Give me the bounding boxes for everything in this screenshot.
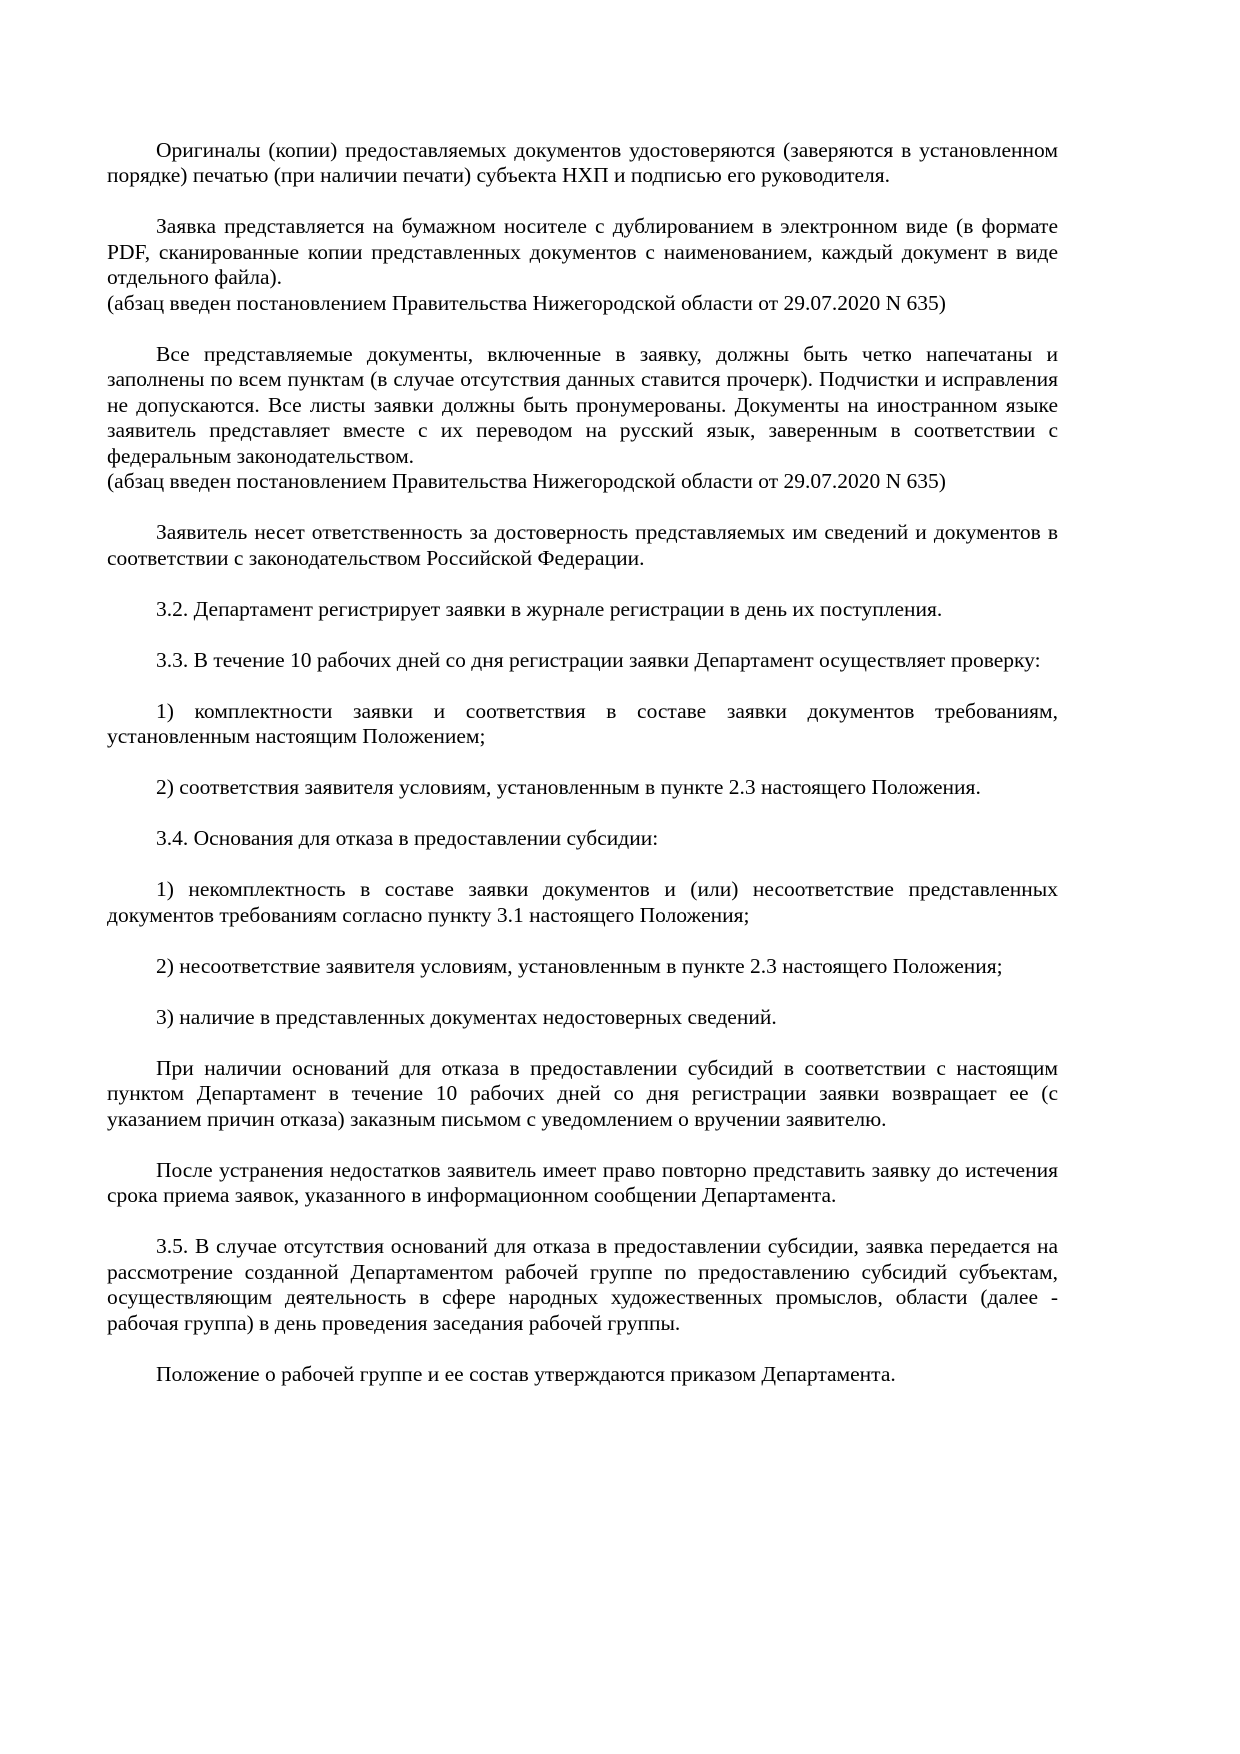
paragraph: 3.2. Департамент регистрирует заявки в журнале регистрации в день их поступления.: [156, 596, 943, 621]
paragraph: Оригиналы (копии) предоставляемых документов удостоверяются (заверяются в установленном порядке) печатью (при наличии печати) субъекта НХП и подписью его руководителя.: [107, 137, 1058, 187]
paragraph: 1) некомплектность в составе заявки документов и (или) несоответствие представленных документов требованиям согласно пункту 3.1 настоящего Положения;: [107, 877, 1058, 927]
paragraph: После устранения недостатков заявитель имеет право повторно представить заявку до истечения срока приема заявок, указанного в информационном сообщении Департамента.: [107, 1157, 1058, 1207]
paragraph: 2) соответствия заявителя условиям, установленным в пункте 2.3 настоящего Положения.: [156, 775, 981, 799]
paragraph: Положение о рабочей группе и ее состав утверждаются приказом Департамента.: [156, 1361, 896, 1386]
paragraph: 2) несоответствие заявителя условиям, установленным в пункте 2.3 настоящего Положения;: [156, 953, 1003, 978]
paragraph: 1) комплектности заявки и соответствия в составе заявки документов требованиям, установленным настоящим Положением;: [107, 698, 1058, 748]
paragraph: Заявитель несет ответственность за достоверность представляемых им сведений и документов в соответствии с законодательством Российской Федерации.: [107, 520, 1058, 570]
paragraph: 3) наличие в представленных документах недостоверных сведений.: [156, 1004, 777, 1029]
paragraph: 3.3. В течение 10 рабочих дней со дня регистрации заявки Департамент осуществляет проверку:: [156, 647, 1041, 672]
note-line: (абзац введен постановлением Правительства Нижегородской области от 29.07.2020 N 635): [107, 469, 946, 493]
paragraph: При наличии оснований для отказа в предоставлении субсидий в соответствии с настоящим пунктом Департамент в течение 10 рабочих дней со дня регистрации заявки возвращает ее (с указанием причин отказа) заказным письмом с уведомлением о вручении заявителю.: [107, 1055, 1058, 1131]
paragraph: Все представляемые документы, включенные в заявку, должны быть четко напечатаны и заполнены по всем пунктам (в случае отсутствия данных ставится прочерк). Подчистки и исправления не допускаются. Все листы заявки должны быть пронумерованы. Документы на иностранном языке заявитель представляет вместе с их переводом на русский язык, заверенным в соответствии с федеральным законодательством.: [107, 341, 1058, 468]
paragraph: Заявка представляется на бумажном носителе с дублированием в электронном виде (в формате PDF, сканированные копии представленных документов с наименованием, каждый документ в виде отдельного файла).: [107, 214, 1058, 289]
note-line: (абзац введен постановлением Правительства Нижегородской области от 29.07.2020 N 635): [107, 290, 946, 315]
paragraph: 3.5. В случае отсутствия оснований для отказа в предоставлении субсидии, заявка передается на рассмотрение созданной Департаментом рабочей группе по предоставлению субсидий субъектам, осуществляющим деятельность в сфере народных художественных промыслов, области (далее - рабочая группа) в день проведения заседания рабочей группы.: [107, 1234, 1058, 1335]
paragraph: 3.4. Основания для отказа в предоставлении субсидии:: [156, 826, 659, 850]
